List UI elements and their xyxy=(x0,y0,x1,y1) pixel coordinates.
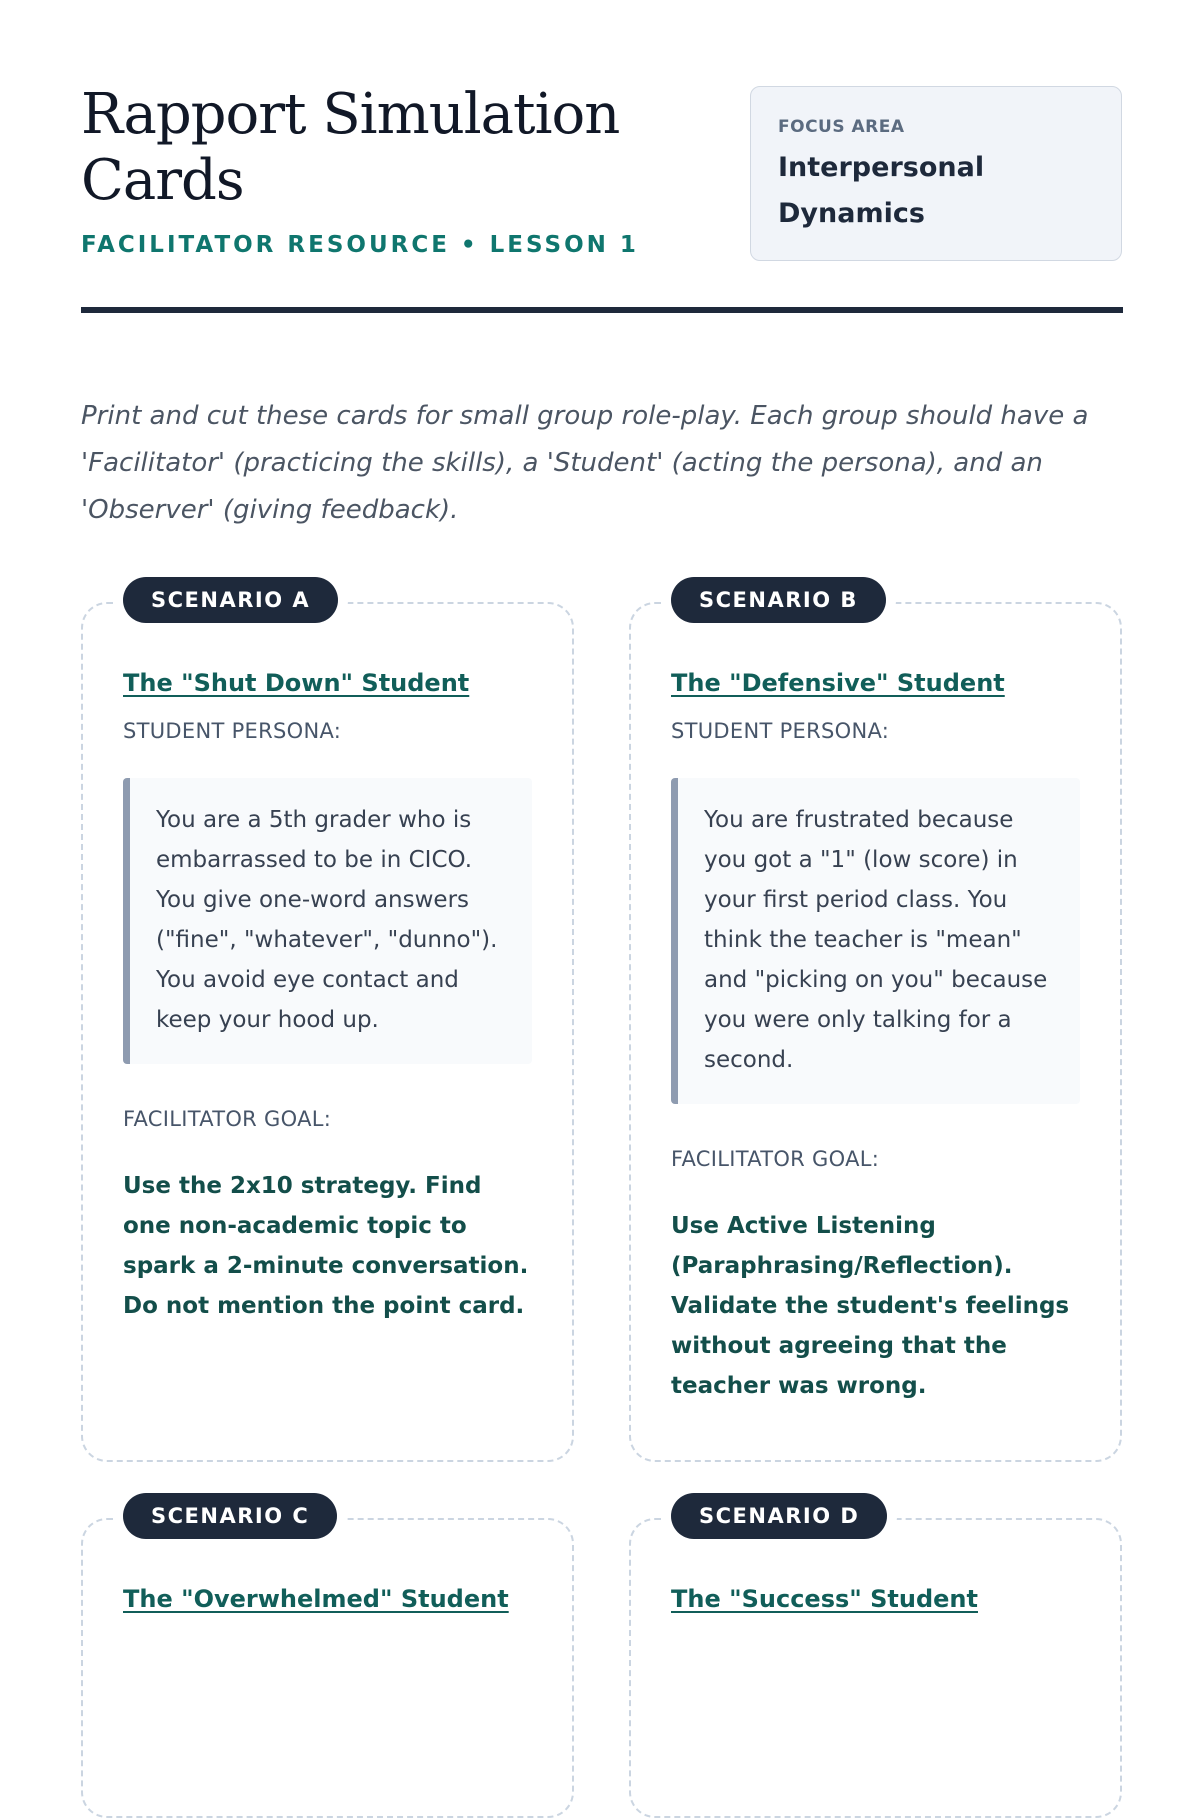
header-divider xyxy=(81,307,1123,313)
intro-text: Print and cut these cards for small group role-play. Each group should have a 'Facilitator' (practicing the skills), a 'Student' (acting the persona), and an 'Observer' (giving feedback). xyxy=(81,401,1089,525)
focus-area-value: Interpersonal Dynamics xyxy=(778,152,985,229)
persona-text: You are a 5th grader who is embarrassed to be in CICO. You give one-word answers ("fine", "whatever", "dunno"). You avoid eye contact and keep your hood up. xyxy=(123,778,532,1064)
scenario-title: The "Success" Student xyxy=(671,1585,978,1613)
scenario-card-a xyxy=(81,588,574,1462)
scenario-title: The "Overwhelmed" Student xyxy=(123,1585,509,1613)
scenario-badge: SCENARIO C xyxy=(123,1493,337,1539)
goal-text: Use the 2x10 strategy. Find one non-academic topic to spark a 2-minute conversation. Do not mention the point card. xyxy=(123,1173,529,1319)
scenario-card-b xyxy=(629,588,1122,1462)
page-subtitle: FACILITATOR RESOURCE • LESSON 1 xyxy=(81,232,639,258)
page-title: Rapport Simulation Cards xyxy=(81,82,620,213)
focus-area-label: FOCUS AREA xyxy=(778,117,905,137)
scenario-card-d xyxy=(629,1504,1122,1818)
scenario-badge: SCENARIO D xyxy=(671,1493,887,1539)
scenario-title: The "Defensive" Student xyxy=(671,669,1005,697)
focus-area-box xyxy=(750,86,1122,261)
goal-text: Use Active Listening (Paraphrasing/Reflection). Validate the student's feelings without agreeing that the teacher was wrong. xyxy=(671,1213,1070,1399)
persona-label: STUDENT PERSONA: xyxy=(671,719,890,743)
scenario-card-c xyxy=(81,1504,574,1818)
goal-label: FACILITATOR GOAL: xyxy=(671,1147,880,1171)
scenario-badge: SCENARIO B xyxy=(671,577,886,623)
scenario-title: The "Shut Down" Student xyxy=(123,669,470,697)
persona-text: You are frustrated because you got a "1" (low score) in your first period class. You think the teacher is "mean" and "picking on you" because you were only talking for a second. xyxy=(671,778,1080,1104)
persona-label: STUDENT PERSONA: xyxy=(123,719,342,743)
goal-label: FACILITATOR GOAL: xyxy=(123,1107,332,1131)
scenario-badge: SCENARIO A xyxy=(123,577,338,623)
